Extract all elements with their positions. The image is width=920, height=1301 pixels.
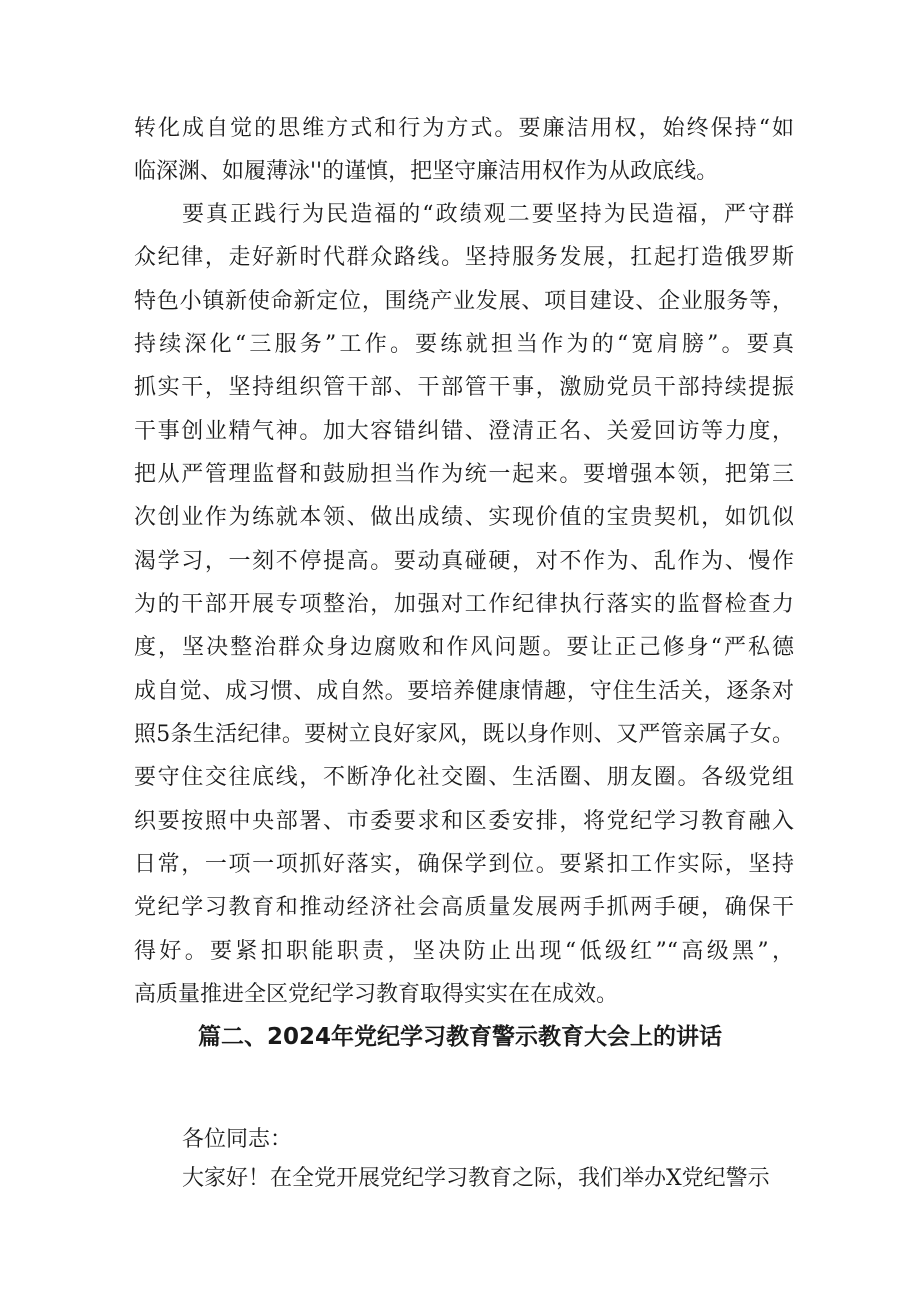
text-line: 渴学习，一刻不停提高。要动真碰硬，对不作为、乱作为、慢作: [134, 549, 794, 574]
text-line: 干事创业精气神。加大容错纠错、澄清正名、关爱回访等力度，: [134, 419, 794, 444]
text-line: 得好。要紧扣职能职责，坚决防止出现“低级红”“高级黑”，: [134, 939, 794, 964]
text-line: 日常，一项一项抓好落实，确保学到位。要紧扣工作实际，坚持: [134, 852, 794, 877]
text-line: 特色小镇新使命新定位，围绕产业发展、项目建设、企业服务等，: [134, 289, 794, 314]
text-line: 照5条生活纪律。要树立良好家风，既以身作则、又严管亲属子女。: [134, 722, 794, 747]
text-line: 转化成自觉的思维方式和行为方式。要廉洁用权，始终保持“如: [134, 116, 794, 141]
text-line: 抓实干，坚持组织管干部、干部管干事，激励党员干部持续提振: [134, 375, 794, 400]
text-line: 高质量推进全区党纪学习教育取得实实在在成效。: [134, 982, 619, 1007]
text-line: 要守住交往底线，不断净化社交圈、生活圈、朋友圈。各级党组: [134, 765, 794, 790]
text-line: 要真正践行为民造福的“政绩观二要坚持为民造福，严守群: [182, 202, 794, 227]
text-line: 度，坚决整治群众身边腐败和作风问题。要让正己修身“严私德: [134, 635, 794, 660]
text-line: 众纪律，走好新时代群众路线。坚持服务发展，扛起打造俄罗斯: [134, 245, 794, 270]
greeting: 各位同志：: [182, 1127, 293, 1152]
text-line: 成自觉、成习惯、成自然。要培养健康情趣，守住生活关，逐条对: [134, 679, 794, 704]
text-line: 把从严管理监督和鼓励担当作为统一起来。要增强本领，把第三: [134, 462, 794, 487]
text-line: 织要按照中央部署、市委要求和区委安排，将党纪学习教育融入: [134, 809, 794, 834]
text-line: 党纪学习教育和推动经济社会高质量发展两手抓两手硬，确保干: [134, 895, 794, 920]
text-line: 持续深化“三服务”工作。要练就担当作为的“宽肩膀”。要真: [134, 332, 794, 357]
text-line: 次创业作为练就本领、做出成绩、实现价值的宝贵契机，如饥似: [134, 505, 794, 530]
text-line: 为的干部开展专项整治，加强对工作纪律执行落实的监督检查力: [134, 592, 794, 617]
section-heading: 篇二、2024年党纪学习教育警示教育大会上的讲话: [197, 1024, 722, 1050]
opening-line: 大家好！在全党开展党纪学习教育之际，我们举办X党纪警示: [182, 1166, 770, 1191]
text-line: 临深渊、如履薄泳''的谨慎，把坚守廉洁用权作为从政底线。: [134, 159, 719, 184]
